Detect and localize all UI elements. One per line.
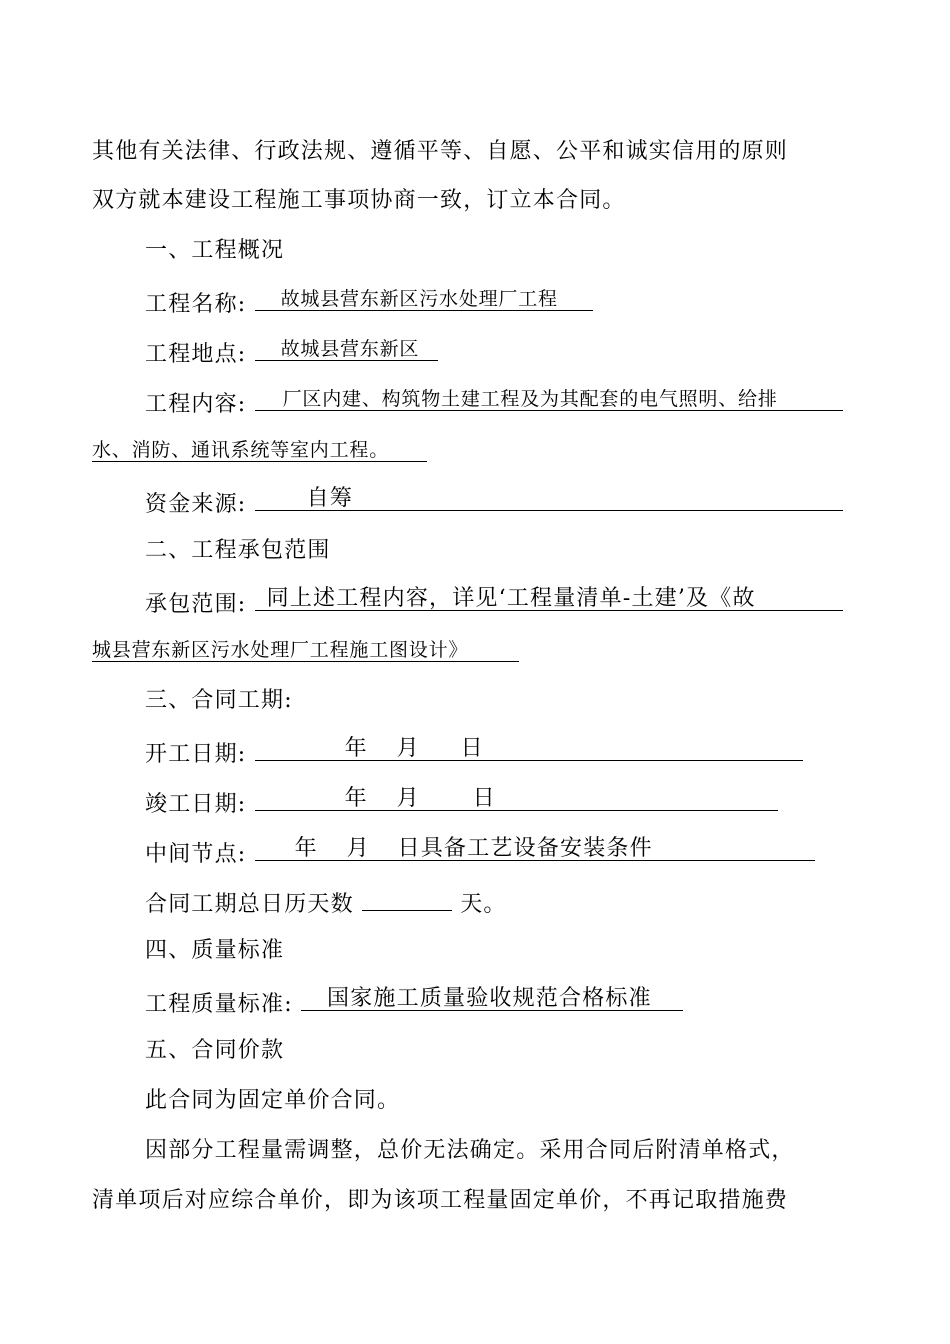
end-day: 日 <box>472 786 496 811</box>
total-days-prefix: 合同工期总日历天数 <box>145 892 354 917</box>
section-4-heading: 四、质量标准 <box>145 938 285 963</box>
end-date-row <box>145 786 778 820</box>
quality-field <box>301 986 683 1011</box>
funding-field <box>255 486 843 511</box>
project-content-row <box>145 386 843 420</box>
quality-value: 国家施工质量验收规范合格标准 <box>327 986 652 1011</box>
end-date-label: 竣工日期: <box>145 792 247 817</box>
project-content-value-2: 水、消防、通讯系统等室内工程。 <box>92 439 390 461</box>
project-content-row-2 <box>92 437 427 471</box>
section-2-heading: 二、工程承包范围 <box>145 538 331 563</box>
fixed-price-text: 此合同为固定单价合同。 <box>145 1088 401 1113</box>
scope-row <box>145 586 843 620</box>
scope-value-1: 同上述工程内容，详见‘工程量清单-土建’及《故 <box>266 586 756 611</box>
scope-label: 承包范围: <box>145 592 247 617</box>
project-content-field <box>255 386 843 411</box>
project-content-label: 工程内容: <box>145 392 247 417</box>
start-day: 日 <box>460 736 484 761</box>
project-location-row <box>145 336 438 370</box>
section-3-heading: 三、合同工期: <box>145 688 293 713</box>
milestone-year: 年 <box>294 836 318 861</box>
section-1-heading: 一、工程概况 <box>145 238 285 263</box>
funding-value: 自筹 <box>306 486 354 511</box>
start-date-label: 开工日期: <box>145 742 247 767</box>
project-name-field <box>255 286 593 311</box>
milestone-field <box>255 836 815 861</box>
project-name-row <box>145 286 593 320</box>
scope-field-2 <box>92 637 519 662</box>
price-paragraph-line-1: 因部分工程量需调整，总价无法确定。采用合同后附清单格式， <box>145 1138 795 1163</box>
quality-label: 工程质量标准: <box>145 992 293 1017</box>
scope-row-2 <box>92 637 519 671</box>
project-content-value-1: 厂区内建、构筑物土建工程及为其配套的电气照明、给排 <box>282 388 778 410</box>
project-content-field-2 <box>92 437 427 462</box>
scope-value-2: 城县营东新区污水处理厂工程施工图设计》 <box>92 639 469 661</box>
project-location-value: 故城县营东新区 <box>280 338 420 360</box>
quality-row <box>145 986 683 1020</box>
milestone-row <box>145 836 815 870</box>
total-days-suffix: 天。 <box>460 892 507 917</box>
milestone-label: 中间节点: <box>145 842 247 867</box>
total-days-row <box>145 886 507 920</box>
total-days-field <box>362 886 452 911</box>
start-date-field <box>255 736 803 761</box>
project-location-label: 工程地点: <box>145 342 247 367</box>
intro-line-1: 其他有关法律、行政法规、遵循平等、自愿、公平和诚实信用的原则 <box>92 139 789 164</box>
milestone-month: 月 <box>346 836 370 861</box>
price-paragraph-line-2: 清单项后对应综合单价，即为该项工程量固定单价，不再记取措施费 <box>92 1188 789 1213</box>
section-5-heading: 五、合同价款 <box>145 1038 285 1063</box>
end-year: 年 <box>344 786 368 811</box>
project-location-field <box>255 336 438 361</box>
project-name-value: 故城县营东新区污水处理厂工程 <box>280 288 558 310</box>
end-month: 月 <box>396 786 420 811</box>
intro-line-2: 双方就本建设工程施工事项协商一致，订立本合同。 <box>92 188 626 213</box>
funding-row <box>145 486 843 520</box>
milestone-text: 日具备工艺设备安装条件 <box>397 836 653 861</box>
start-date-row <box>145 736 803 770</box>
funding-label: 资金来源: <box>145 492 247 517</box>
end-date-field <box>255 786 778 811</box>
start-year: 年 <box>344 736 368 761</box>
start-month: 月 <box>396 736 420 761</box>
project-name-label: 工程名称: <box>145 292 247 317</box>
scope-field <box>255 586 843 611</box>
